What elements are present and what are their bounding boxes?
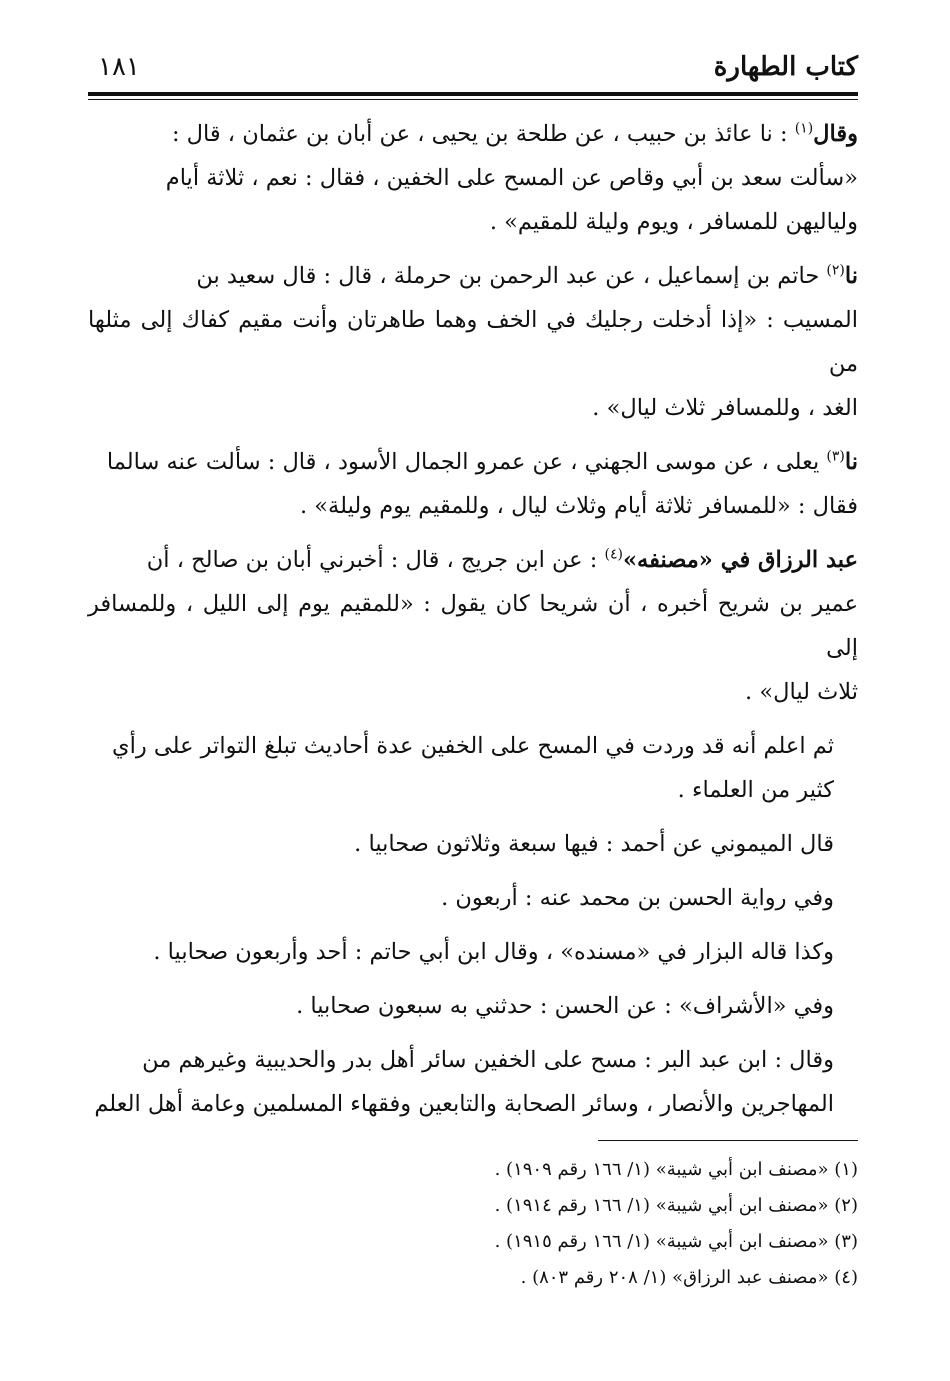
footnote: (٣) «مصنف ابن أبي شيبة» (١/ ١٦٦ رقم ١٩١٥) . — [494, 1231, 858, 1252]
text-line: ثلاث ليال» . — [745, 679, 858, 705]
footnote-ref: (١) — [794, 120, 814, 137]
text-line — [88, 440, 858, 484]
text-line: وقال : ابن عبد البر : مسح على الخفين سائر أهل بدر والحديبية وغيرهم من — [142, 1047, 834, 1073]
text-run: يعلى ، عن موسى الجهني ، عن عمرو الجمال الأسود ، قال : سألت عنه سالما — [106, 449, 827, 475]
text-line: وكذا قاله البزار في «مسنده» ، وقال ابن أبي حاتم : أحد وأربعون صحابيا . — [153, 939, 834, 965]
text-line: وفي «الأشراف» : عن الحسن : حدثني به سبعون صحابيا . — [296, 993, 834, 1019]
footnote-ref: (٣) — [826, 448, 845, 465]
text-line: فقال : «للمسافر ثلاثة أيام وثلاث ليال ، وللمقيم يوم وليلة» . — [299, 493, 858, 519]
running-title: كتاب الطهارة — [713, 52, 858, 82]
text-line: «سألت سعد بن أبي وقاص عن المسح على الخفين ، فقال : نعم ، ثلاثة أيام — [165, 165, 858, 191]
body-text — [88, 112, 858, 1136]
text-line — [88, 538, 858, 582]
text-line: كثير من العلماء . — [677, 777, 834, 803]
paragraph — [88, 984, 858, 1028]
footnote-ref: (٢) — [826, 262, 845, 279]
text-line: المسيب : «إذا أدخلت رجليك في الخف وهما طاهرتان وأنت مقيم كفاك إلى مثلها من — [88, 307, 858, 377]
paragraph — [88, 822, 858, 866]
text-line: ثم اعلم أنه قد وردت في المسح على الخفين عدة أحاديث تبلغ التواتر على رأي — [111, 733, 834, 759]
footnote: (٤) «مصنف عبد الرزاق» (١/ ٢٠٨ رقم ٨٠٣) . — [520, 1267, 858, 1288]
paragraph-lead: نا — [844, 263, 858, 289]
paragraph — [88, 876, 858, 920]
footnote-separator — [598, 1140, 858, 1141]
header-rule-thin — [88, 99, 858, 100]
page-number: ١٨١ — [98, 52, 140, 82]
text-line: عمير بن شريح أخبره ، أن شريحا كان يقول : «للمقيم يوم إلى الليل ، وللمسافر إلى — [88, 591, 858, 661]
paragraph — [88, 1038, 858, 1126]
text-line: قال الميموني عن أحمد : فيها سبعة وثلاثون صحابيا . — [354, 831, 834, 857]
text-line: وفي رواية الحسن بن محمد عنه : أربعون . — [441, 885, 834, 911]
text-run: حاتم بن إسماعيل ، عن عبد الرحمن بن حرملة ، قال : قال سعيد بن — [196, 263, 827, 289]
paragraph-lead: وقال — [813, 121, 858, 147]
paragraph — [88, 254, 858, 430]
text-line: ولياليهن للمسافر ، ويوم وليلة للمقيم» . — [489, 209, 858, 235]
paragraph — [88, 724, 858, 812]
header-rule-thick — [88, 92, 858, 96]
paragraph — [88, 112, 858, 244]
paragraph-lead: نا — [844, 449, 858, 475]
footnote: (١) «مصنف ابن أبي شيبة» (١/ ١٦٦ رقم ١٩٠٩) . — [494, 1159, 858, 1180]
paragraph — [88, 930, 858, 974]
footnote-ref: (٤) — [604, 546, 623, 563]
footnotes — [88, 1152, 858, 1296]
paragraph-lead: عبد الرزاق في «مصنفه» — [622, 547, 858, 573]
footnote: (٢) «مصنف ابن أبي شيبة» (١/ ١٦٦ رقم ١٩١٤) . — [494, 1195, 858, 1216]
text-run: : عن ابن جريج ، قال : أخبرني أبان بن صالح ، أن — [146, 547, 605, 573]
page-header — [88, 52, 858, 92]
text-line — [88, 112, 858, 156]
text-line: الغد ، وللمسافر ثلاث ليال» . — [592, 395, 858, 421]
paragraph — [88, 538, 858, 714]
text-run: : نا عائذ بن حبيب ، عن طلحة بن يحيى ، عن أبان بن عثمان ، قال : — [171, 121, 795, 147]
paragraph — [88, 440, 858, 528]
text-line: المهاجرين والأنصار ، وسائر الصحابة والتابعين وفقهاء المسلمين وعامة أهل العلم — [94, 1091, 834, 1117]
text-line — [88, 254, 858, 298]
